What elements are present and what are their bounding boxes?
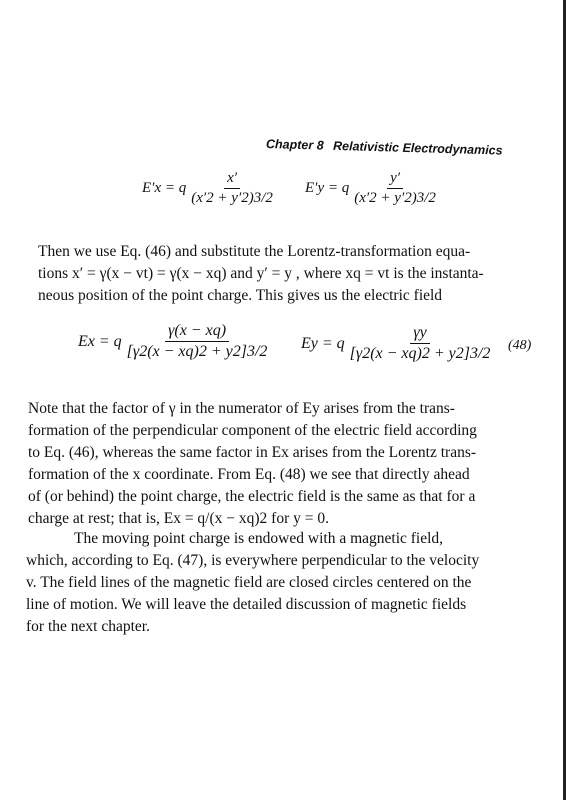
eq-lhs: E′y = q <box>305 180 350 196</box>
text-line: tions x′ = γ(x − vt) = γ(x − xq) and y′ = y , where xq = vt is the instanta- <box>38 265 484 282</box>
text-line: formation of the perpendicular component of the electric field according <box>28 422 477 439</box>
text-line: of (or behind) the point charge, the electric field is the same as that for a <box>28 488 476 505</box>
eq-lhs: Ey = q <box>301 334 345 352</box>
denominator: (x′2 + y′2)3/2 <box>191 190 273 206</box>
text-line: neous position of the point charge. This gives us the electric field <box>38 287 443 304</box>
text-line: v. The field lines of the magnetic field are closed circles centered on the <box>26 574 472 591</box>
chapter-number: Chapter 8 <box>265 137 324 153</box>
chapter-title: Relativistic Electrodynamics <box>332 138 503 158</box>
numerator: x′ <box>224 170 240 189</box>
equation-ex-prime <box>142 170 278 207</box>
paragraph-3 <box>26 528 548 638</box>
text-line: Then we use Eq. (46) and substitute the Lorentz-transformation equa- <box>38 243 471 260</box>
equation-ey <box>301 324 495 363</box>
denominator: [γ2(x − xq)2 + y2]3/2 <box>349 345 491 362</box>
fraction <box>347 324 494 363</box>
text-line: to Eq. (46), whereas the same factor in Ex arises from the Lorentz trans- <box>28 444 477 461</box>
text-line: The moving point charge is endowed with a magnetic field, <box>74 530 444 547</box>
equation-ex <box>78 322 272 361</box>
running-header <box>266 137 503 158</box>
paragraph-1 <box>38 241 548 307</box>
equation-ey-prime <box>305 170 441 207</box>
fraction <box>351 170 439 207</box>
numerator: γ(x − xq) <box>165 322 229 342</box>
numerator: γy <box>410 324 429 344</box>
text-line: which, according to Eq. (47), is everywhere perpendicular to the velocity <box>26 552 480 569</box>
fraction <box>188 170 276 207</box>
eq-lhs: Ex = q <box>78 332 122 350</box>
eq-lhs: E′x = q <box>142 180 187 196</box>
text-line: for the next chapter. <box>26 618 150 635</box>
paragraph-2 <box>28 398 548 530</box>
numerator: y′ <box>387 170 403 189</box>
text-line: line of motion. We will leave the detailed discussion of magnetic fields <box>26 596 467 613</box>
equation-number: (48) <box>508 338 532 353</box>
denominator: (x′2 + y′2)3/2 <box>354 190 436 206</box>
text-line: charge at rest; that is, Ex = q/(x − xq)2 for y = 0. <box>28 510 329 527</box>
text-line: formation of the x coordinate. From Eq. (48) we see that directly ahead <box>28 466 470 483</box>
denominator: [γ2(x − xq)2 + y2]3/2 <box>126 343 268 360</box>
text-line: Note that the factor of γ in the numerator of Ey arises from the trans- <box>28 400 455 417</box>
fraction <box>124 322 271 361</box>
